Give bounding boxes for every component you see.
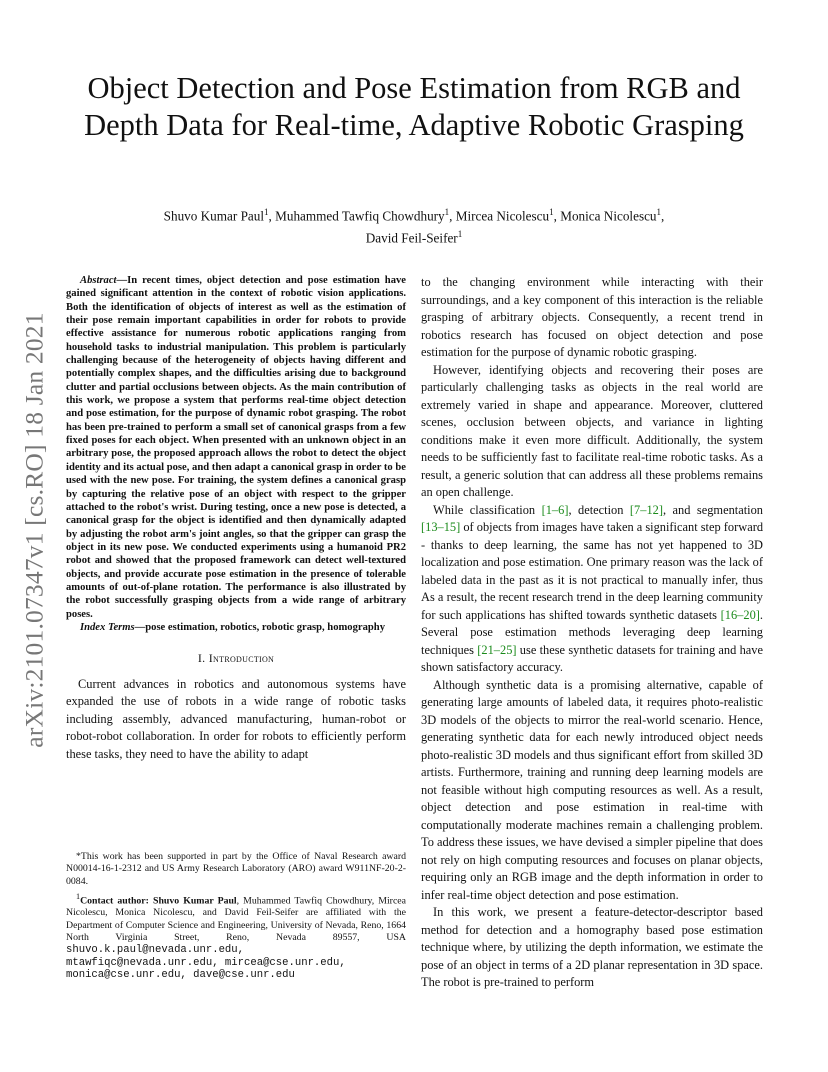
- abstract: [66, 274, 406, 621]
- right-column: [421, 274, 763, 992]
- section-title: Introduction: [208, 651, 275, 666]
- author-affiliation-mark: 1: [457, 229, 463, 240]
- footnote-mark: 1: [76, 891, 81, 901]
- author-list: [70, 203, 758, 248]
- citation-link[interactable]: [13–15]: [421, 520, 461, 534]
- funding-footnote: *This work has been supported in part by the Office of Naval Research award N00014-16-1-2312 and US Army Research Laboratory (ARO) award W911NF-20-2-0084.: [66, 851, 406, 887]
- author-emails-1: shuvo.k.paul@nevada.unr.edu,: [66, 944, 245, 957]
- author-affiliation-mark: 1: [264, 207, 269, 217]
- text-run: of objects from images have taken a significant step forward - thanks to deep learning, the same has not yet happened to 3D localization and pose estimation. One primary reason was the lack of labeled data in the past as it is not practical to manually infer, thus As a result, the recent research trend in the deep learning community for such applications has shifted towards synthetic datasets: [421, 520, 764, 622]
- text-run: , detection: [568, 502, 630, 517]
- author-affiliation-mark: 1: [656, 207, 662, 217]
- section-number: I.: [197, 651, 209, 666]
- citation-link[interactable]: [16–20]: [720, 607, 760, 622]
- body-paragraph: However, identifying objects and recovering their poses are particularly challenging tasks as objects in the real world are extremely varied in shape and appearance. Moreover, cluttered scenes, occlusion between objects, and variance in lighting conditions make it even more difficult. Additionally, the system needs to be sufficiently fast to facilitate real-time robotic tasks. As a result, a generic solution that can address all these problems remains an open challenge.: [421, 362, 763, 499]
- citation-link[interactable]: [1–6]: [541, 502, 569, 517]
- text-run: . Several pose estimation methods leveraging deep learning techniques: [421, 607, 763, 657]
- author-emails-2: mtawfiqc@nevada.unr.edu, mircea@cse.unr.edu,: [66, 956, 346, 969]
- abstract-text: —In recent times, object detection and pose estimation have gained significant attention in the context of robotic vision applications. Both the identification of objects of interest as well as the estimation of their pose remain important capabilities in order for robots to provide effective assistance for numerous robotic applications ranging from household tasks to industrial manipulation. This problem is particularly challenging because of the heterogeneity of objects having different and potentially complex shapes, and the difficulties arising due to background clutter and partial occlusions between objects. As the main contribution of this work, we propose a system that performs real-time object detection and pose estimation, for the purpose of dynamic robot grasping. The robot has been pre-trained to perform a small set of canonical grasps from a few fixed poses for each object. When presented with an unknown object in an arbitrary pose, the proposed approach allows the robot to detect the object identity and its actual pose, and then adapt a canonical grasp in order to be used with the new pose. For training, the system defines a canonical grasp by capturing the relative pose of an object with respect to the gripper attached to the robot's wrist. During testing, once a new pose is detected, a canonical grasp for the object is identified and then dynamically adapted by adjusting the robot arm's joint angles, so that the gripper can grasp the object in its new pose. We conducted experiments using a humanoid PR2 robot and showed that the proposed framework can detect well-textured objects, and provide accurate pose estimation in the presence of tolerable amounts of out-of-plane rotation. The performance is also illustrated by the robot successfully grasping objects from a wide range of arbitrary poses.: [66, 275, 406, 620]
- author-name: Muhammed Tawfiq Chowdhury: [275, 208, 445, 224]
- contact-footnote: [66, 891, 406, 981]
- author-name: Shuvo Kumar Paul: [163, 208, 265, 224]
- author-affiliation-mark: 1: [444, 207, 450, 217]
- text-run: use these synthetic datasets for training and have shown satisfactory accuracy.: [421, 642, 763, 674]
- arxiv-identifier-stamp: [10, 295, 60, 765]
- paper-title: Object Detection and Pose Estimation from RGB and Depth Data for Real-time, Adaptive Robotic Grasping: [84, 71, 744, 142]
- text-run: , and segmentation: [662, 502, 763, 517]
- author-affiliation-mark: 1: [549, 207, 554, 217]
- body-paragraph: to the changing environment while interacting with their surroundings, and a key component of this interaction is the reliable grasping of arbitrary objects. Consequently, a recent trend in robotics research has focused on object detection and pose estimation for the purpose of dynamic robotic grasping.: [421, 275, 763, 359]
- citation-link[interactable]: [21–25]: [477, 642, 517, 657]
- contact-author: Contact author: Shuvo Kumar Paul: [80, 895, 237, 907]
- text-run: While classification: [433, 502, 542, 517]
- footnotes: [66, 851, 406, 984]
- index-terms: [66, 621, 406, 634]
- body-paragraph: In this work, we present a feature-detector-descriptor based method for detection and a homography based pose estimation technique where, by utilizing the depth information, we estimate the pose of an object in terms of a 2D planar representation in 3D space. The robot is pre-trained to perform: [421, 905, 763, 989]
- author-name: Mircea Nicolescu: [455, 208, 550, 224]
- intro-paragraph: Current advances in robotics and autonomous systems have expanded the use of robots in a wide range of robotic tasks including assembly, advanced manufacturing, human-robot or robot-robot collaboration. In order for robots to efficiently perform these tasks, they need to have the ability to adapt: [66, 676, 406, 761]
- body-paragraph-citations: [421, 502, 763, 677]
- author-name: David Feil-Seifer: [365, 230, 458, 246]
- author-line-1: Shuvo Kumar Paul$^1$, Muhammed Tawfiq Chowdhury$^1$, Mircea Nicolescu$^1$, Monica Nicolescu$^1$,: [163, 207, 665, 224]
- author-name: Monica Nicolescu: [560, 208, 657, 224]
- left-column: [66, 274, 406, 763]
- affiliation-text: , Muhammed Tawfiq Chowdhury, Mircea Nicolescu, Monica Nicolescu, and David Feil-Seifer are affiliated with the Department of Computer Science and Engineering, University of Nevada, Reno, 1664 North Virginia Street, Reno, Nevada 89557, USA: [66, 895, 406, 944]
- section-heading-introduction: [66, 650, 406, 668]
- abstract-lead: Abstract: [80, 275, 117, 286]
- author-line-2: [70, 225, 758, 247]
- body-paragraph: Although synthetic data is a promising alternative, capable of generating large amounts of labeled data, it requires photo-realistic 3D models of the objects to mirror the real-world scenario. Hence, generating synthetic data for each newly introduced object needs photo-realistic 3D models and thus significant effort from skilled 3D artists. Furthermore, training and running deep learning models are not feasible without high computing resources as well. As a result, object detection and pose estimation in real-time with computationally moderate machines remain a challenging problem. To address these issues, we have devised a simpler pipeline that does not rely on high computing resources and focuses on planar objects, requiring only an RGB image and the depth information in order to infer real-time object detection and pose estimation.: [421, 677, 763, 902]
- arxiv-identifier-text: arXiv:2101.07347v1 [cs.RO] 18 Jan 2021: [20, 312, 50, 748]
- index-terms-lead: Index Terms: [80, 621, 135, 633]
- index-terms-text: —pose estimation, robotics, robotic grasp, homography: [134, 621, 385, 633]
- author-emails-3: monica@cse.unr.edu, dave@cse.unr.edu: [66, 968, 295, 981]
- citation-link[interactable]: [7–12]: [629, 502, 663, 517]
